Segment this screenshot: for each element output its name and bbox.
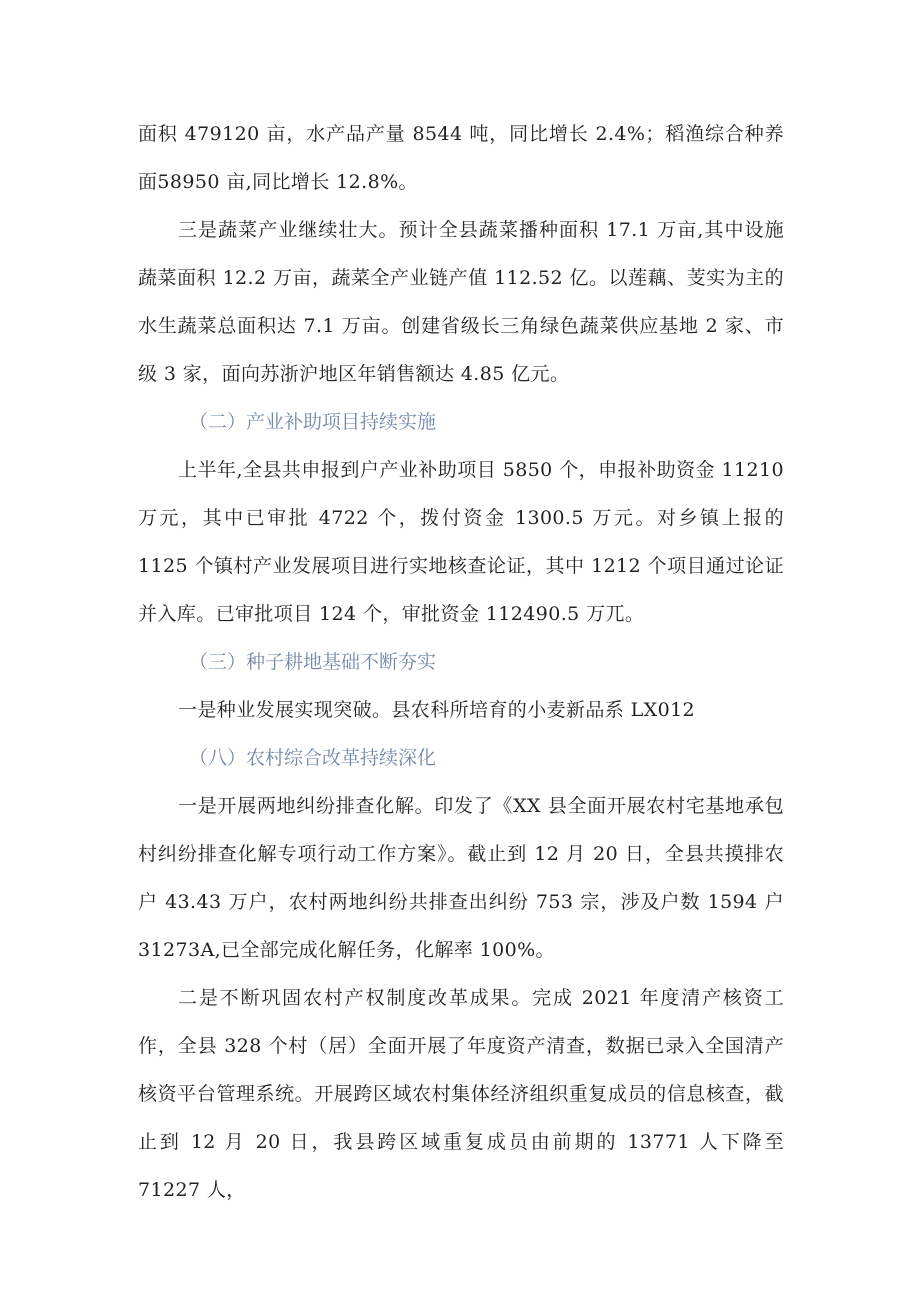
section-heading-2: （二）产业补助项目持续实施 (189, 411, 437, 433)
paragraph-vegetable-industry: 三是蔬菜产业继续壮大。预计全县蔬菜播种面积 17.1 万亩,其中设施蔬菜面积 12.2 万亩，蔬菜全产业链产值 112.52 亿。以莲藕、芰实为主的水生蔬菜总面积达 7.1 万亩。创建省级长三角绿色蔬菜供应基地 2 家、市级 3 家，面向苏浙沪地区年销售额达 4.85 亿元。 (138, 219, 784, 385)
paragraph-aquatic-output: 面积 479120 亩，水产品产量 8544 吨，同比增长 2.4%；稻渔综合种养面58950 亩,同比增长 12.8%。 (138, 123, 784, 193)
section-heading-3: （三）种子耕地基础不断夯实 (189, 651, 437, 673)
paragraph-property-reform: 二是不断巩固农村产权制度改革成果。完成 2021 年度清产核资工作，全县 328 个村（居）全面开展了年度资产清查，数据已录入全国清产核资平台管理系统。开展跨区域农村集体经济组织重复成员的信息核查，截止到 12 月 20 日，我县跨区域重复成员由前期的 13771 人下降至 71227 人， (138, 987, 784, 1201)
paragraph-subsidy-projects: 上半年,全县共申报到户产业补助项目 5850 个，申报补助资金 11210 万元，其中已审批 4722 个，拨付资金 1300.5 万元。对乡镇上报的 1125 个镇村产业发展项目进行实地核查论证，其中 1212 个项目通过论证并入库。已审批项目 124 个，审批资金 112490.5 万兀。 (138, 459, 784, 625)
section-heading-8: （八）农村综合改革持续深化 (189, 747, 437, 769)
paragraph-land-disputes: 一是开展两地纠纷排查化解。印发了《XX 县全面开展农村宅基地承包村纠纷排查化解专项行动工作方案》。截止到 12 月 20 日，全县共摸排农户 43.43 万户，农村两地纠纷共排查出纠纷 753 宗，涉及户数 1594 户31273A,已全部完成化解任务，化解率 100%。 (138, 795, 784, 961)
paragraph-seed-industry: 一是种业发展实现突破。县农科所培育的小麦新品系 LX012 (178, 699, 696, 721)
